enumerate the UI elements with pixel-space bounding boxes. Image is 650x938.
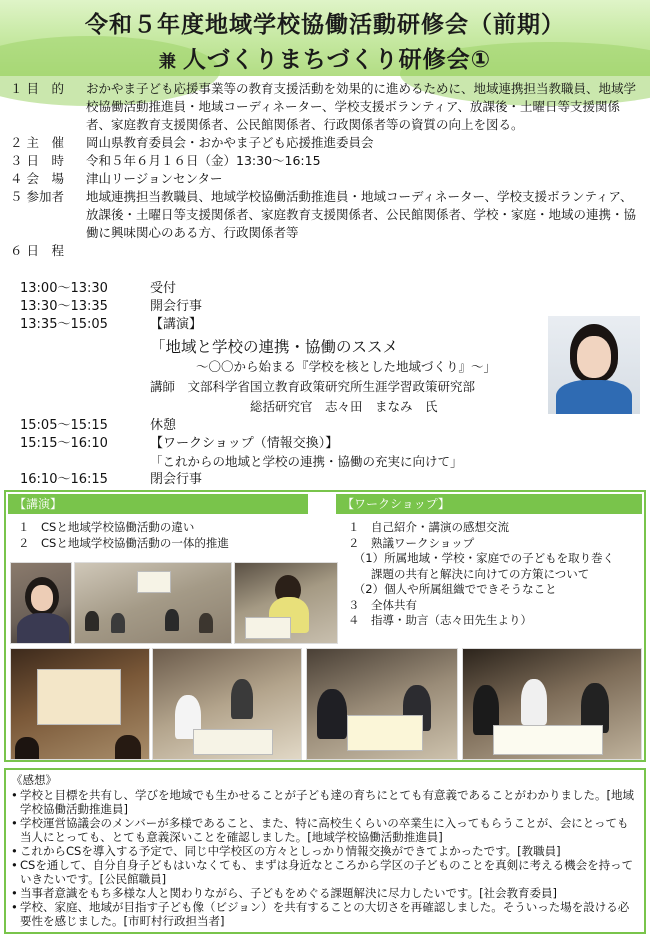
workshop-photo	[234, 562, 338, 644]
slide-photo	[10, 648, 150, 760]
outline-purpose	[10, 80, 642, 134]
outline-value	[86, 242, 642, 260]
list-item: １ CSと地域学校協働活動の違い	[18, 520, 195, 534]
outline-datetime	[10, 152, 642, 170]
impressions-heading: 《感想》	[11, 773, 57, 787]
lecture-speaker-name: 総括研究官 志々田 まなみ 氏	[250, 399, 438, 414]
impression-text: 学校、家庭、地域が目指す子ども像（ビジョン）を共有することの大切さを再確認しました。そういった場を設ける必要性を感じました。[市町村行政担当者]	[20, 900, 630, 928]
lecture-hall-photo	[74, 562, 232, 644]
schedule	[20, 280, 560, 489]
schedule-time: 13:00〜13:30	[20, 281, 108, 296]
impression-item: • 学校運営協議会のメンバーが多様であること、また、特に高校生くらいの卒業生に入ってもらうことが、会にとっても当人にとっても、とても意義深いことを確認しました。[地域学校協働活動推進員]	[11, 816, 639, 844]
impression-text: CSを通して、自分自身子どもはいなくても、まずは身近なところから学区の子どものことを真剣に考える機会を持っていきたいです。[公民館職員]	[20, 858, 634, 886]
outline-value: 津山リージョンセンター	[86, 171, 223, 186]
outline-value: 岡山県教育委員会・おかやま子ども応援推進委員会	[86, 135, 374, 150]
outline-value: 地域連携担当教職員、地域学校協働活動推進員・地域コーディネーター、学校支援ボランティア、放課後・土曜日等支援関係者、家庭教育支援関係者、公民館関係者、学校・家庭・地域の連携・協働に興味関心のある方、行政関係者等	[86, 189, 637, 240]
schedule-item: 開会行事	[150, 299, 203, 314]
workshop-title: 「これからの地域と学校の連携・協働の充実に向けて」	[150, 454, 463, 469]
list-item: ４ 指導・助言（志々田先生より）	[348, 613, 532, 627]
schedule-time: 13:35〜15:05	[20, 317, 108, 332]
lecture-subtitle: 〜〇〇から始まる『学校を核とした地域づくり』〜」	[196, 359, 497, 374]
schedule-item: 【講演】	[150, 317, 203, 332]
table-discussion-photo	[306, 648, 458, 760]
schedule-row	[20, 316, 560, 334]
schedule-time: 13:30〜13:35	[20, 299, 108, 314]
title-line-2-text: 人づくりまちづくり研修会①	[182, 47, 492, 73]
schedule-row	[20, 417, 560, 435]
list-item: １ 自己紹介・講演の感想交流	[348, 520, 509, 534]
list-item: ３ 全体共有	[348, 597, 417, 612]
lecture-speaker: 講師 文部科学省国立教育政策研究所生涯学習政策研究部	[150, 379, 476, 394]
outline-venue	[10, 170, 642, 188]
schedule-row	[20, 471, 560, 489]
outline-label: ４ 会 場	[10, 171, 64, 186]
lecture-topics	[18, 520, 328, 551]
impression-text: これからCSを導入する予定で、同じ中学校区の方々としっかり情報交換ができてよかったです。[教職員]	[20, 844, 561, 858]
outline-label: ２ 主 催	[10, 135, 64, 150]
list-item: 課題の共有と解決に向けての方策について	[348, 566, 590, 581]
outline-label: ３ 日 時	[10, 153, 64, 168]
group-discussion-photo	[152, 648, 302, 760]
title-line-2	[0, 41, 650, 74]
impression-item: • 学校と目標を共有し、学びを地域でも生かせることが子ども達の育ちにとても有意義であることがわかりました。[地域学校協働活動推進員]	[11, 788, 639, 816]
list-item: （1）所属地域・学校・家庭での子どもを取り巻く	[348, 551, 615, 565]
impression-text: 学校運営協議会のメンバーが多様であること、また、特に高校生くらいの卒業生に入ってもらうことが、会にとっても当人にとっても、とても意義深いことを確認しました。[地域学校協働活動推進員]	[20, 816, 629, 844]
list-item: ２ 熟議ワークショップ	[348, 535, 475, 550]
event-outline	[10, 80, 642, 260]
outline-label: １ 目 的	[10, 81, 64, 96]
lecture-tag: 【講演】	[8, 494, 308, 514]
outline-value: おかやま子ども応援事業等の教育支援活動を効果的に進めるために、地域連携担当教職員、地域学校協働活動推進員・地域コーディネーター、学校支援ボランティア、放課後・土曜日等支援関係者、家庭教育支援関係者、公民館関係者、行政関係者等の資質の向上を図る。	[86, 81, 637, 132]
list-item: （2）個人や所属組織でできそうなこと	[348, 582, 557, 596]
schedule-item: 閉会行事	[150, 472, 203, 487]
outline-organizer	[10, 134, 642, 152]
schedule-row	[20, 280, 560, 298]
schedule-item: 休憩	[150, 418, 177, 433]
impressions-box	[4, 768, 646, 934]
outline-label: ６ 日 程	[10, 243, 64, 258]
speaker-photo	[10, 562, 72, 644]
schedule-time: 16:10〜16:15	[20, 472, 108, 487]
group-work-photo	[462, 648, 642, 760]
activity-panel	[4, 490, 646, 762]
impression-item: • 当事者意識をもち多様な人と関わりながら、子どもをめぐる課題解決に尽力したいです。[社会教育委員]	[11, 886, 639, 900]
title-line-1: 令和５年度地域学校協働活動研修会（前期）	[85, 12, 565, 38]
workshop-tag: 【ワークショップ】	[336, 494, 642, 514]
outline-schedule	[10, 242, 642, 260]
lecture-details	[20, 337, 560, 417]
title-prefix: 兼	[158, 52, 177, 72]
schedule-item: 受付	[150, 281, 177, 296]
schedule-row	[20, 298, 560, 316]
impression-item: • 学校、家庭、地域が目指す子ども像（ビジョン）を共有することの大切さを再確認しました。そういった場を設ける必要性を感じました。[市町村行政担当者]	[11, 900, 639, 928]
schedule-time: 15:15〜16:10	[20, 436, 108, 451]
list-item: ２ CSと地域学校協働活動の一体的推進	[18, 535, 229, 550]
outline-participants	[10, 188, 642, 242]
impression-text: 当事者意識をもち多様な人と関わりながら、子どもをめぐる課題解決に尽力したいです。[社会教育委員]	[20, 886, 558, 900]
outline-label: ５ 参加者	[10, 189, 64, 204]
speaker-portrait	[548, 316, 640, 414]
schedule-time: 15:05〜15:15	[20, 418, 108, 433]
impression-item: • これからCSを導入する予定で、同じ中学校区の方々としっかり情報交換ができてよかったです。[教職員]	[11, 844, 639, 858]
outline-value: 令和５年６月１６日（金）13:30〜16:15	[86, 153, 321, 168]
lecture-title: 「地域と学校の連携・協働のススメ	[150, 338, 399, 356]
title-banner	[0, 0, 650, 76]
schedule-item: 【ワークショップ（情報交換）】	[150, 436, 339, 451]
schedule-row	[20, 435, 560, 453]
impression-text: 学校と目標を共有し、学びを地域でも生かせることが子ども達の育ちにとても有意義であることがわかりました。[地域学校協働活動推進員]	[20, 788, 634, 816]
workshop-topics	[348, 520, 644, 629]
impression-item: • CSを通して、自分自身子どもはいなくても、まずは身近なところから学区の子どものことを真剣に考える機会を持っていきたいです。[公民館職員]	[11, 858, 639, 886]
